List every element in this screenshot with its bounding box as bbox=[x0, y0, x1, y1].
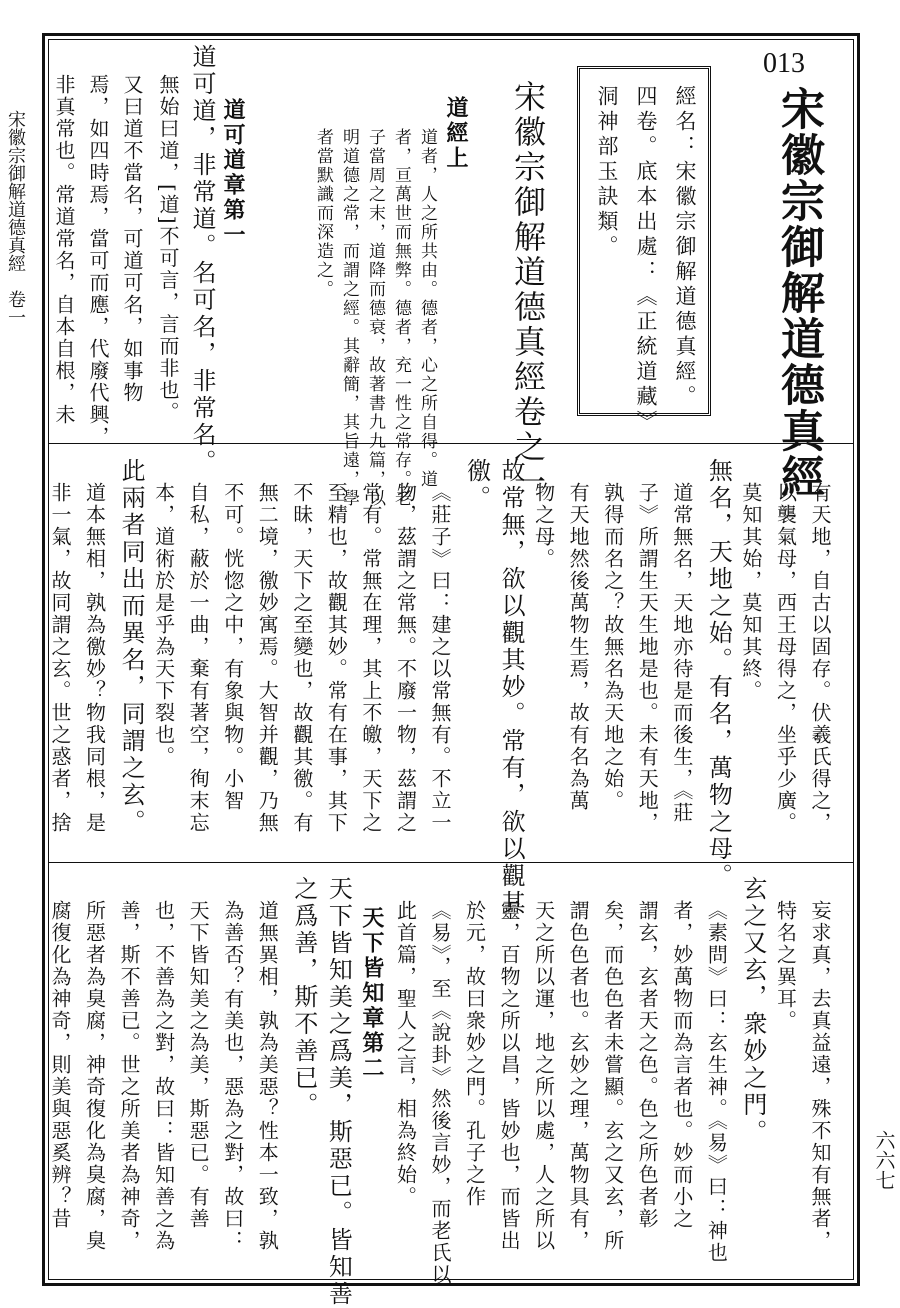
catalog-info-box bbox=[577, 66, 711, 435]
page-number: 六六七 bbox=[872, 1130, 896, 1190]
commentary-line: 有天地然後萬物生焉，故有名為萬 bbox=[566, 482, 591, 812]
scripture-line: 故常無，欲以觀其妙。常有，欲以觀其 bbox=[497, 458, 526, 917]
commentary-line: 於元，故曰衆妙之門。孔子之作 bbox=[462, 900, 487, 1208]
commentary-line: 所惡者為臭腐，神奇復化為臭腐，臭 bbox=[82, 900, 107, 1252]
running-title: 宋徽宗御解道德真經 卷一 bbox=[5, 110, 26, 326]
commentary-line: 有天地，自古以固存。伏羲氏得之， bbox=[808, 482, 832, 834]
commentary-line: 天之所以運，地之所以處，人之所以 bbox=[531, 900, 556, 1252]
preface-line: 明道德之常，而謂之經。其辭簡，其旨遠，學 bbox=[339, 128, 359, 508]
scripture-line: 此兩者同出而異名，同謂之玄。 bbox=[117, 458, 146, 836]
commentary-line: 妄求真，去真益遠，殊不知有無者， bbox=[808, 900, 832, 1252]
commentary-line: 矣，而色色者未嘗顯。玄之又玄，所 bbox=[600, 900, 625, 1252]
commentary-line: 常有。常無在理，其上不皦，天下之 bbox=[358, 482, 383, 834]
preface-line: 道者，人之所共由。德者，心之所自得。道 bbox=[417, 128, 437, 489]
band-divider-top bbox=[48, 443, 854, 444]
catalog-info-line: 經名：宋徽宗御解道德真經。 bbox=[673, 85, 697, 410]
scripture-line: 之爲善，斯不善已。 bbox=[289, 876, 318, 1119]
section-heading: 道經上 bbox=[443, 96, 469, 171]
commentary-line: 《莊子》曰：建之以常無有。不立一 bbox=[428, 482, 452, 834]
page-title: 宋徽宗御解道德真經 bbox=[773, 86, 824, 500]
commentary-line: 非一氣，故同謂之玄。世之惑者，捨 bbox=[48, 482, 72, 834]
commentary-line: 腐復化為神奇，則美與惡奚辨？昔 bbox=[48, 900, 72, 1230]
commentary-line: 孰得而名之？故無名為天地之始。 bbox=[600, 482, 625, 812]
commentary-line: 以襲氣母，西王母得之，坐乎少廣。 bbox=[773, 482, 798, 834]
scripture-line: 天下皆知美之爲美，斯惡已。皆知善 bbox=[324, 876, 353, 1308]
commentary-line: 特名之異耳。 bbox=[773, 900, 798, 1032]
commentary-line: 本，道術於是乎為天下裂也。 bbox=[151, 482, 176, 768]
commentary-line: 子》所謂生天生地是也。未有天地， bbox=[635, 482, 660, 834]
commentary-line: 道本無相，孰為徼妙？物我同根，是 bbox=[82, 482, 107, 834]
commentary-line: 不昧，天下之至變也，故觀其徼。有 bbox=[289, 482, 314, 834]
commentary-line: 靈，百物之所以昌，皆妙也，而皆出 bbox=[497, 900, 522, 1252]
preface-line: 者當默識而深造之。 bbox=[313, 128, 333, 299]
catalog-info-line: 四卷。底本出處：《正統道藏》 bbox=[634, 85, 658, 435]
commentary-line: 道常無名，天地亦待是而後生，《莊 bbox=[669, 482, 694, 824]
volume-title: 宋徽宗御解道德真經卷之一 bbox=[509, 80, 547, 500]
commentary-line: 道無異相，孰為美惡？性本一致，孰 bbox=[255, 900, 280, 1252]
text-line: 非真常也。常道常名，自本自根，未 bbox=[52, 74, 76, 426]
commentary-line: 為善否？有美也，惡為之對，故曰： bbox=[220, 900, 245, 1252]
catalog-info-line: 洞神部玉訣類。 bbox=[595, 85, 619, 260]
commentary-line: 《易》，至《說卦》然後言妙，而老氏以 bbox=[428, 900, 452, 1286]
scripture-line: 無名，天地之始。有名，萬物之母。 bbox=[704, 458, 733, 890]
text-line: 又曰道不當名，可道可名，如事物 bbox=[120, 74, 144, 404]
catalog-number: 013 bbox=[763, 48, 805, 79]
commentary-line: 無二境，徼妙寓焉。大智并觀，乃無 bbox=[255, 482, 280, 834]
commentary-line: 自私，蔽於一曲，棄有著空，徇末忘 bbox=[186, 482, 211, 834]
commentary-line: 天下皆知美之為美，斯惡已。有善 bbox=[186, 900, 211, 1230]
preface-line: 者，亘萬世而無弊。德者，充一性之常存。老 bbox=[391, 128, 411, 508]
commentary-line: 謂玄，玄者天之色。色之所色者彰 bbox=[635, 900, 660, 1230]
commentary-line: 者，妙萬物而為言者也。妙而小之 bbox=[669, 900, 694, 1230]
commentary-line: 也，不善為之對，故曰：皆知善之為 bbox=[151, 900, 176, 1252]
commentary-line: 《素問》曰：玄生神。《易》曰：神也 bbox=[704, 900, 729, 1264]
commentary-line: 此首篇，聖人之言，相為終始。 bbox=[393, 900, 418, 1208]
chapter-heading: 道可道章第一 bbox=[220, 98, 246, 248]
text-line: 焉，如四時焉，當可而應，代廢代興， bbox=[86, 74, 110, 448]
text-line: 道可道，非常道。名可名，非常名。 bbox=[188, 44, 216, 476]
commentary-line: 物，茲謂之常無。不廢一物，茲謂之 bbox=[393, 482, 418, 834]
chapter-heading: 天下皆知章第二 bbox=[358, 906, 385, 1081]
band-divider-bottom bbox=[48, 862, 854, 863]
text-line: 無始曰道，[道]不可言，言而非也。 bbox=[156, 74, 180, 424]
commentary-line: 不可。恍惚之中，有象與物。小智 bbox=[220, 482, 245, 812]
commentary-line: 物之母。 bbox=[531, 482, 556, 570]
commentary-line: 善，斯不善已。世之所美者為神奇， bbox=[117, 900, 142, 1252]
scripture-line: 玄之又玄，衆妙之門。 bbox=[738, 876, 767, 1146]
commentary-line: 莫知其始，莫知其終。 bbox=[738, 482, 763, 702]
preface-line: 子當周之末，道降而德衰，故著書九九篇，以 bbox=[365, 128, 385, 508]
commentary-line: 謂色色者也。玄妙之理，萬物具有， bbox=[566, 900, 591, 1252]
scripture-line: 徼。 bbox=[462, 458, 491, 512]
commentary-line: 至精也，故觀其妙。常有在事，其下 bbox=[324, 482, 349, 834]
